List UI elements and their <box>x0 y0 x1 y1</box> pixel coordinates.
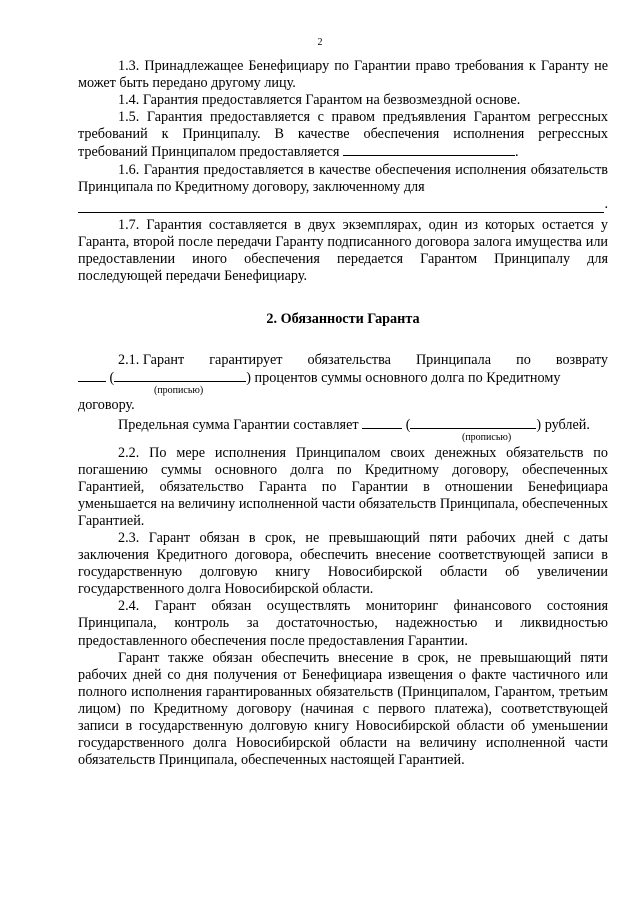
guarantee-limit-line <box>78 416 608 444</box>
percent-words-blank[interactable] <box>114 369 246 382</box>
page-number: 2 <box>317 37 323 48</box>
in-words-note: (прописью) <box>154 385 204 397</box>
clause-1-5 <box>78 109 608 161</box>
clause-2-3: 2.3. Гарант обязан в срок, не превышающий пяти рабочих дней с даты заключения Кредитного договора, обеспечить внесение соответствующей записи в государственную долговую книгу Новосибирской области об увеличении государственного долга Новосибирской области. <box>78 529 608 598</box>
limit-number-blank[interactable] <box>362 416 402 429</box>
clause-2-1-word: по <box>516 352 531 369</box>
clause-2-1-tail: ) процентов суммы основного долга по Кредитному <box>246 370 561 387</box>
clause-1-5-text: 1.5. Гарантия предоставляется с правом предъявления Гарантом регрессных требований к Принципалу. В качестве обеспечения исполнения регрессных требований Принципалом предоставляется <box>78 109 608 161</box>
clause-2-1-word: возврату <box>555 352 608 369</box>
clause-1-7: 1.7. Гарантия составляется в двух экземплярах, один из которых остается у Гаранта, второй после передачи Гаранту подписанного договора залога имущества или предоставлении иного обеспечения передается Гарантом Принципалу для последующей передачи Бенефициару. <box>78 216 608 285</box>
clause-2-1-line1 <box>78 352 608 369</box>
clause-2-1-line2 <box>78 369 608 397</box>
clause-1-3: 1.3. Принадлежащее Бенефициару по Гарантии право требования к Гаранту не может быть передано другому лицу. <box>78 58 608 92</box>
clause-2-1-word: обязательства <box>307 352 391 369</box>
percent-number-blank[interactable] <box>78 369 106 382</box>
clause-2-1-word: гарантирует <box>209 352 283 369</box>
clause-1-6: 1.6. Гарантия предоставляется в качестве обеспечения исполнения обязательств Принципала по Кредитному договору, заключенному для <box>78 161 608 195</box>
clause-1-6-blank-row <box>78 196 608 213</box>
clause-2-4-additional: Гарант также обязан обеспечить внесение в срок, не превышающий пяти рабочих дней со дня получения от Бенефициара извещения о факте частичного или полного исполнения гарантированных обязательств (Принципалом, Гарантом, третьим лицом) по Кредитному договору (начиная с первого платежа), соответствующей записи в государственную долговую книгу Новосибирской области об уменьшении государственного долга Новосибирской области на величину исполненной части обязательств Принципала, обеспеченных настоящей Гарантией. <box>78 649 608 769</box>
guarantee-limit-label: Предельная сумма Гарантии составляет <box>118 417 359 434</box>
clause-2-4: 2.4. Гарант обязан осуществлять мониторинг финансового состояния Принципала, контроль за достаточностью, надежностью и ликвидностью предоставленного обеспечения после предоставления Гарантии. <box>78 598 608 649</box>
limit-tail: ) рублей. <box>536 417 590 434</box>
clause-2-1-word: 2.1. Гарант <box>118 352 185 369</box>
clause-1-5-end: . <box>514 144 519 161</box>
clause-1-4: 1.4. Гарантия предоставляется Гарантом на безвозмездной основе. <box>118 92 521 109</box>
limit-words-blank[interactable] <box>410 416 536 429</box>
limit-in-words-note: (прописью) <box>462 432 512 444</box>
limit-open-paren: ( <box>405 417 411 434</box>
clause-2-2: 2.2. По мере исполнения Принципалом своих денежных обязательств по погашению суммы основного долга по Кредитному договору, обеспеченных Гарантией, обязательство Гаранта по Гарантии в отношении Бенефициара уменьшается на величину исполненной части обязательств Принципала, обеспеченных Гарантией. <box>78 444 608 529</box>
document-body <box>78 58 608 769</box>
purpose-blank-field[interactable] <box>78 198 604 213</box>
section-2-title: 2. Обязанности Гаранта <box>266 311 420 328</box>
clause-1-6-end: . <box>604 195 608 212</box>
security-blank-field[interactable] <box>343 143 515 156</box>
clause-2-1-end: договору. <box>78 397 135 414</box>
clause-2-1-word: Принципала <box>415 352 492 369</box>
clause-2-1-open-paren: ( <box>109 370 115 387</box>
